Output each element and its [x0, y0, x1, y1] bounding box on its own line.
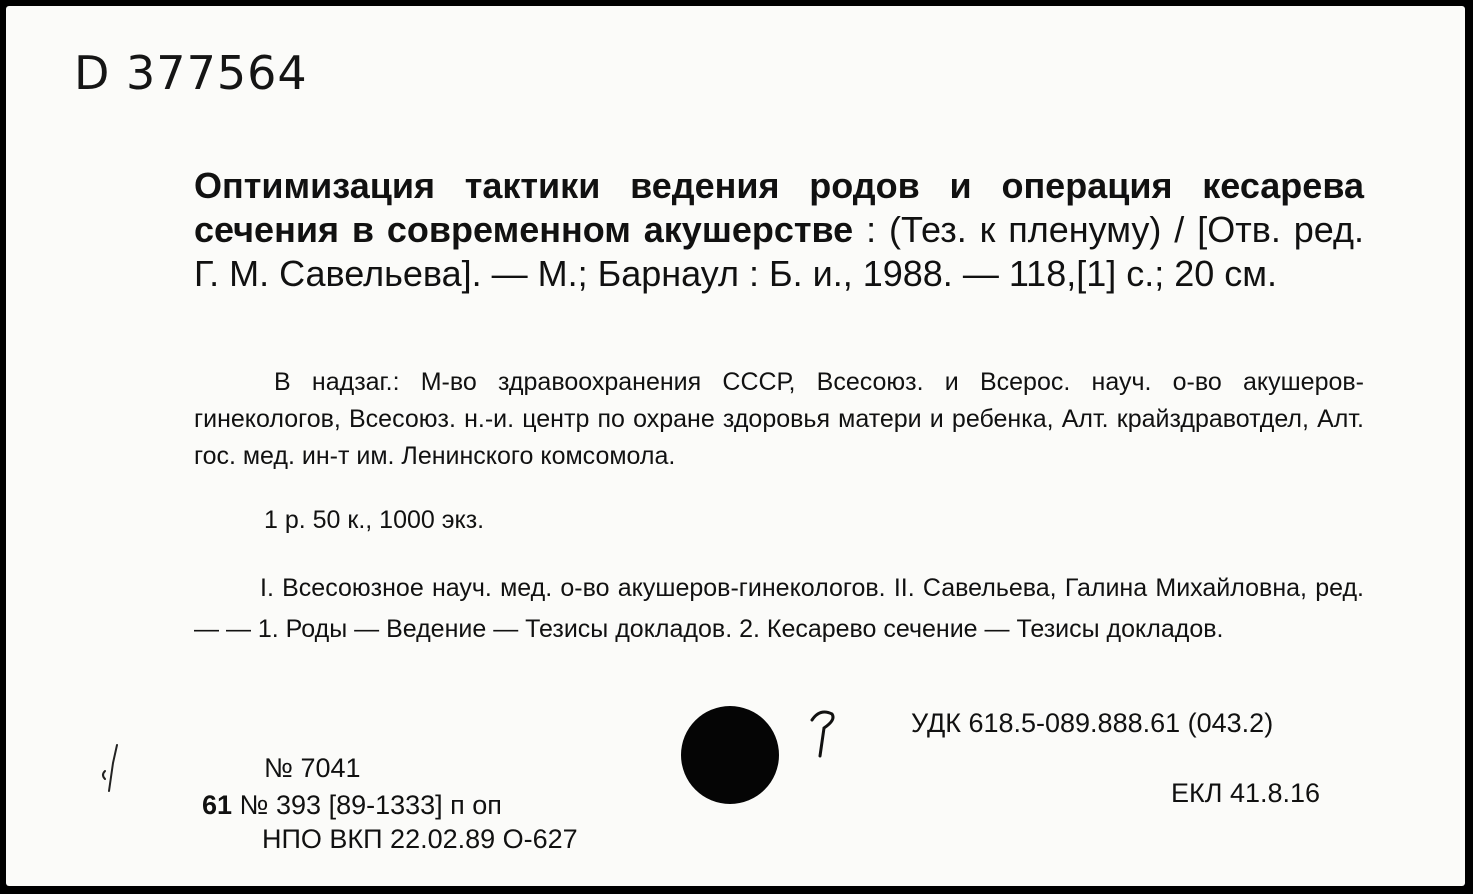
order-prefix: 61: [202, 790, 233, 820]
ekl-code: ЕКЛ 41.8.16: [1171, 778, 1321, 808]
handwritten-call-number: D 377564: [74, 46, 308, 100]
order-details: № 393 [89-1333] п оп: [232, 790, 502, 820]
pencil-mark-icon: [806, 706, 846, 766]
price-and-print-run: 1 р. 50 к., 1000 экз.: [264, 506, 485, 534]
book-title: Оптимизация тактики ведения родов и операция кесарева сечения в современном акушерстве: [194, 165, 1364, 250]
handwritten-mark-icon: [91, 741, 131, 801]
catalog-card: [6, 6, 1465, 886]
udc-code: УДК 618.5-089.888.61 (043.2): [911, 708, 1274, 738]
header-note: В надзаг.: М-во здравоохранения СССР, Всесоюз. и Всерос. науч. о-во акушеров-гинекологов, Всесоюз. н.-и. центр по охране здоровья матери и ребенка, Алт. крайздравотдел, Алт. гос. мед. ин-т им. Ленинского комсомола.: [194, 368, 1364, 470]
publication-details: : (Тез. к пленуму) / [Отв. ред. Г. М. Савельева]. — М.; Барнаул : Б. и., 1988. — 118,[1] с.; 20 см.: [194, 209, 1365, 294]
subject-tracings: I. Всесоюзное науч. мед. о-во акушеров-гинекологов. II. Савельева, Галина Михайловна, ред. — — 1. Роды — Ведение — Тезисы докладов. 2. Кесарево сечение — Тезисы докладов.: [194, 574, 1364, 643]
printing-info: НПО ВКП 22.02.89 О-627: [262, 824, 578, 854]
card-number: № 7041: [264, 753, 361, 783]
bibliographic-description: [194, 164, 1364, 296]
order-line: [202, 790, 502, 821]
punch-hole: [681, 706, 779, 804]
